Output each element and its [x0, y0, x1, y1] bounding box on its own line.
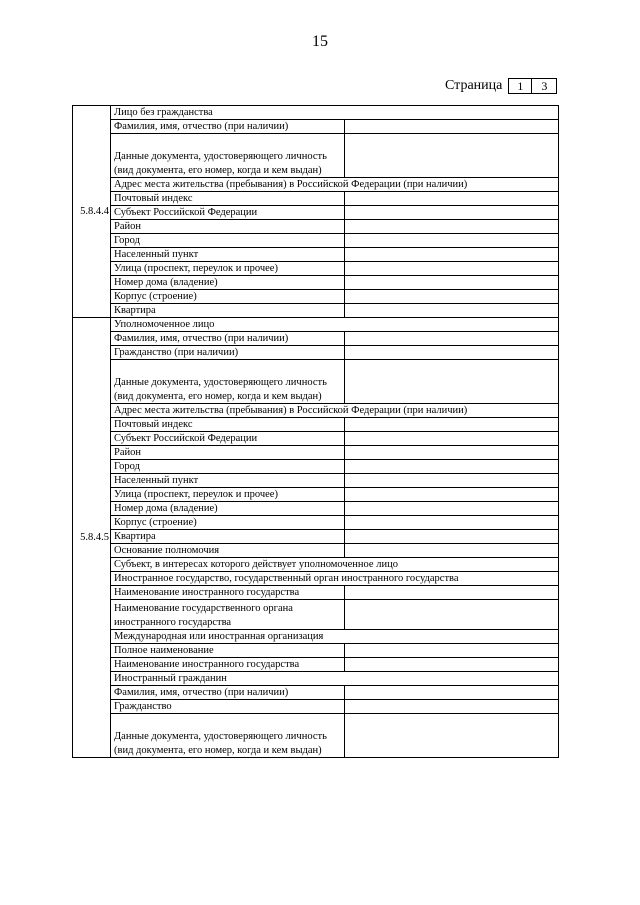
field-label: Полное наименование: [111, 644, 345, 658]
table-row: [73, 446, 559, 460]
table-row: [73, 276, 559, 290]
field-label: Квартира: [111, 530, 345, 544]
field-value[interactable]: [345, 206, 559, 220]
field-value[interactable]: [345, 658, 559, 672]
field-label: Район: [111, 220, 345, 234]
field-label: Данные документа, удостоверяющего личность (вид документа, его номер, когда и кем выдан): [111, 360, 345, 404]
table-row: [73, 586, 559, 600]
field-label: Субъект Российской Федерации: [111, 432, 345, 446]
table-row: [73, 220, 559, 234]
field-label: Наименование иностранного государства: [111, 658, 345, 672]
table-row: [73, 474, 559, 488]
table-row: [73, 290, 559, 304]
table-row: [73, 460, 559, 474]
field-value[interactable]: [345, 332, 559, 346]
field-value[interactable]: [345, 700, 559, 714]
field-value[interactable]: [345, 474, 559, 488]
field-value[interactable]: [345, 262, 559, 276]
table-row: [73, 658, 559, 672]
table-row: [73, 360, 559, 404]
field-label: Наименование государственного органа иностранного государства: [111, 600, 345, 630]
page-indicator-label: Страница: [445, 78, 503, 93]
field-value[interactable]: [345, 460, 559, 474]
page-total-box: 3: [532, 78, 557, 94]
field-value[interactable]: [345, 516, 559, 530]
field-label: Уполномоченное лицо: [111, 318, 559, 332]
page-indicator: [445, 77, 557, 95]
field-label: Квартира: [111, 304, 345, 318]
field-label: Данные документа, удостоверяющего личность (вид документа, его номер, когда и кем выдан): [111, 134, 345, 178]
field-value[interactable]: [345, 220, 559, 234]
table-row: [73, 686, 559, 700]
field-label: Почтовый индекс: [111, 192, 345, 206]
table-row: [73, 544, 559, 558]
field-label: Улица (проспект, переулок и прочее): [111, 488, 345, 502]
table-row: [73, 644, 559, 658]
field-value[interactable]: [345, 544, 559, 558]
field-value[interactable]: [345, 502, 559, 516]
field-value[interactable]: [345, 192, 559, 206]
field-label: Номер дома (владение): [111, 502, 345, 516]
field-label: Иностранный гражданин: [111, 672, 559, 686]
page-number: 15: [312, 33, 328, 50]
section-code: 5.8.4.5: [73, 318, 111, 758]
page-current-box: 1: [508, 78, 532, 94]
table-row: [73, 516, 559, 530]
field-value[interactable]: [345, 446, 559, 460]
field-value[interactable]: [345, 600, 559, 630]
table-row: [73, 572, 559, 586]
field-label: Данные документа, удостоверяющего личность (вид документа, его номер, когда и кем выдан): [111, 714, 345, 758]
table-row: [73, 248, 559, 262]
table-row: [73, 530, 559, 544]
field-value[interactable]: [345, 346, 559, 360]
table-row: [73, 404, 559, 418]
table-row: [73, 106, 559, 120]
table-row: [73, 700, 559, 714]
field-value[interactable]: [345, 248, 559, 262]
field-label: Международная или иностранная организация: [111, 630, 559, 644]
table-row: [73, 304, 559, 318]
field-label: Фамилия, имя, отчество (при наличии): [111, 332, 345, 346]
table-row: [73, 558, 559, 572]
field-label: Населенный пункт: [111, 474, 345, 488]
field-label: Субъект Российской Федерации: [111, 206, 345, 220]
field-value[interactable]: [345, 418, 559, 432]
table-row: [73, 418, 559, 432]
field-label: Улица (проспект, переулок и прочее): [111, 262, 345, 276]
table-row: [73, 192, 559, 206]
field-value[interactable]: [345, 686, 559, 700]
field-label: Корпус (строение): [111, 290, 345, 304]
field-value[interactable]: [345, 530, 559, 544]
field-value[interactable]: [345, 234, 559, 248]
field-label: Адрес места жительства (пребывания) в Российской Федерации (при наличии): [111, 404, 559, 418]
field-label: Фамилия, имя, отчество (при наличии): [111, 686, 345, 700]
field-value[interactable]: [345, 290, 559, 304]
table-row: [73, 346, 559, 360]
field-label: Город: [111, 234, 345, 248]
table-row: [73, 714, 559, 758]
field-label: Фамилия, имя, отчество (при наличии): [111, 120, 345, 134]
field-value[interactable]: [345, 644, 559, 658]
field-label: Гражданство (при наличии): [111, 346, 345, 360]
table-row: [73, 432, 559, 446]
form-table: [72, 105, 559, 758]
field-label: Основание полномочия: [111, 544, 345, 558]
field-label: Лицо без гражданства: [111, 106, 559, 120]
table-row: [73, 672, 559, 686]
section-code: 5.8.4.4: [73, 106, 111, 318]
field-label: Корпус (строение): [111, 516, 345, 530]
field-value[interactable]: [345, 276, 559, 290]
table-row: [73, 318, 559, 332]
field-value[interactable]: [345, 304, 559, 318]
table-row: [73, 206, 559, 220]
table-row: [73, 502, 559, 516]
table-row: [73, 630, 559, 644]
field-value[interactable]: [345, 586, 559, 600]
table-row: [73, 332, 559, 346]
field-label: Наименование иностранного государства: [111, 586, 345, 600]
field-value[interactable]: [345, 120, 559, 134]
table-row: [73, 600, 559, 630]
table-row: [73, 134, 559, 178]
field-label: Субъект, в интересах которого действует уполномоченное лицо: [111, 558, 559, 572]
field-value[interactable]: [345, 714, 559, 758]
field-label: Гражданство: [111, 700, 345, 714]
field-label: Район: [111, 446, 345, 460]
field-label: Населенный пункт: [111, 248, 345, 262]
field-label: Адрес места жительства (пребывания) в Российской Федерации (при наличии): [111, 178, 559, 192]
field-label: Город: [111, 460, 345, 474]
field-label: Иностранное государство, государственный орган иностранного государства: [111, 572, 559, 586]
field-label: Почтовый индекс: [111, 418, 345, 432]
table-row: [73, 488, 559, 502]
field-label: Номер дома (владение): [111, 276, 345, 290]
field-value[interactable]: [345, 134, 559, 178]
field-value[interactable]: [345, 432, 559, 446]
table-row: [73, 234, 559, 248]
table-row: [73, 178, 559, 192]
table-row: [73, 262, 559, 276]
table-row: [73, 120, 559, 134]
field-value[interactable]: [345, 488, 559, 502]
field-value[interactable]: [345, 360, 559, 404]
